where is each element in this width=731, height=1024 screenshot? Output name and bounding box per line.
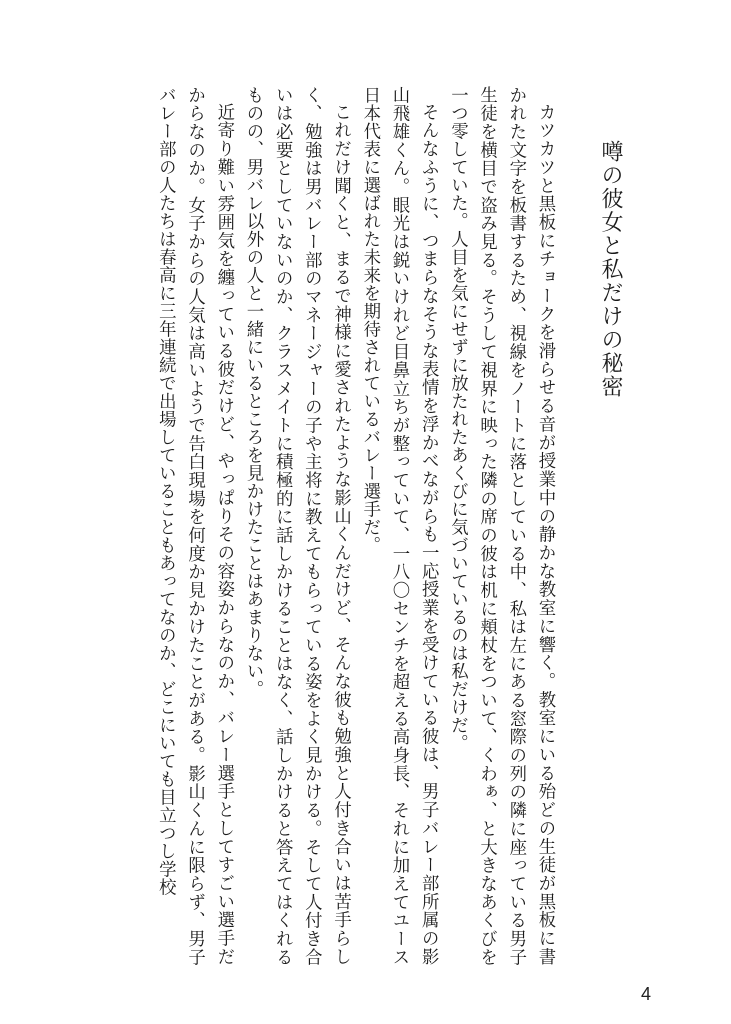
chapter-title: 噂の彼女と私だけの秘密: [598, 140, 623, 399]
body-text: [119, 86, 559, 966]
paragraph: 近寄り難い雰囲気を纏っている彼だけど、やっぱりその容姿からなのか、バレー選手としてすごい選手だからなのか。女子からの人気は高いようで告白現場を何度か見かけたことがある。影山くんに限らず、男子バレー部の人たちは春高に三年連続で出場していることもあってなのか、どこにいても目立つし学校: [155, 86, 234, 966]
paragraph: カツカツと黒板にチョークを滑らせる音が授業中の静かな教室に響く。教室にいる殆どの生徒が黒板に書かれた文字を板書するため、視線をノートに落としている中、私は左にある窓際の列の隣に座っている男子生徒を横目で盗み見る。そうして視界に映った隣の席の彼は机に頬杖をついて、くわぁ、と大きなあくびを一つ零していた。人目を気にせずに放たれたあくびに気づいているのは私だけだ。: [447, 86, 555, 966]
paragraph: そんなふうに、つまらなそうな表情を浮かべながらも一応授業を受けている彼は、男子バレー部所属の影山飛雄くん。眼光は鋭いけれど目鼻立ちが整っていて、一八〇センチを超える高身長、それに加えてユース日本代表に選ばれた未来を期待されているバレー選手だ。: [359, 86, 439, 966]
paragraph: これだけ聞くと、まるで神様に愛されたような影山くんだけど、そんな彼も勉強と人付き合いは苦手らしく、勉強は男バレー部のマネージャーの子や主将に教えてもらっている姿をよく見かける。そして人付き合いは必要としていないのか、クラスメイトに積極的に話しかけることはなく、話しかけると答えてはくれるものの、男バレ以外の人と一緒にいるところを見かけたことはあまりない。: [242, 86, 351, 966]
page-number: 4: [640, 984, 651, 1004]
